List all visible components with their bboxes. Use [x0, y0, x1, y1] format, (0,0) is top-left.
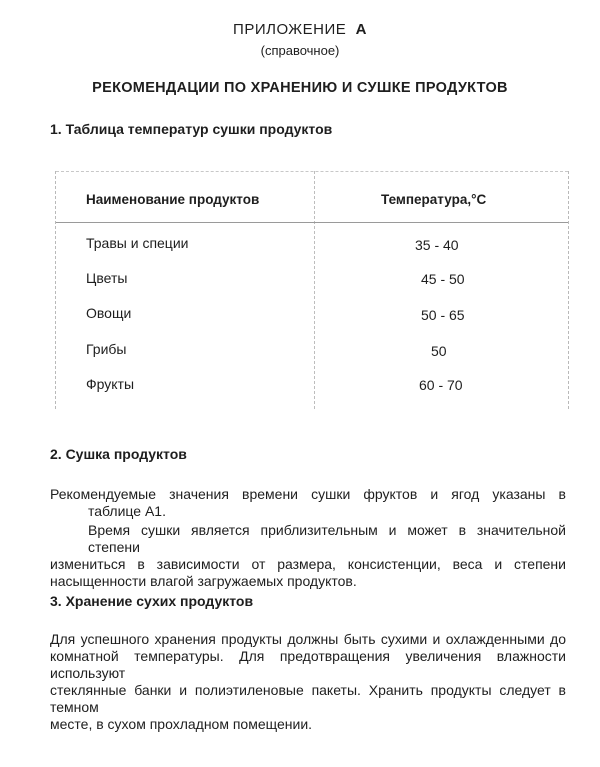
page-title: РЕКОМЕНДАЦИИ ПО ХРАНЕНИЮ И СУШКЕ ПРОДУКТОВ	[92, 80, 508, 96]
section2-heading: 2. Сушка продуктов	[50, 446, 187, 462]
section3-heading: 3. Хранение сухих продуктов	[50, 593, 254, 609]
paragraph-line: Для успешного хранения продукты должны быть сухими и охлажденными до	[50, 631, 566, 647]
paragraph-line: месте, в сухом прохладном помещении.	[50, 716, 313, 732]
table-header-temperature: Температура,°С	[381, 192, 487, 207]
appendix-label: ПРИЛОЖЕНИЕ	[233, 21, 347, 38]
table-cell-temperature: 45 - 50	[421, 271, 465, 287]
appendix-heading	[0, 21, 600, 38]
table-cell-temperature: 60 - 70	[419, 377, 463, 393]
table-cell-product: Цветы	[86, 270, 128, 286]
table-cell-temperature: 50	[431, 343, 447, 359]
table-cell-product: Травы и специи	[86, 235, 189, 251]
paragraph-line: комнатной температуры. Для предотвращения увеличения влажности используют	[50, 648, 566, 681]
section2-paragraph2	[50, 522, 566, 590]
paragraph-line: насыщенности влагой загружаемых продуктов.	[50, 573, 357, 589]
paragraph-line: измениться в зависимости от размера, консистенции, веса и степени	[50, 556, 566, 572]
drying-temperature-table	[55, 171, 569, 409]
table-cell-temperature: 35 - 40	[415, 237, 459, 253]
table-column-divider	[314, 171, 315, 409]
table-top-border	[56, 171, 568, 172]
table-cell-product: Грибы	[86, 341, 127, 357]
table-cell-temperature: 50 - 65	[421, 307, 465, 323]
table-header-product: Наименование продуктов	[86, 192, 260, 207]
table-cell-product: Фрукты	[86, 376, 135, 392]
appendix-letter: А	[355, 21, 367, 38]
paragraph-line: Рекомендуемые значения времени сушки фруктов и ягод указаны в	[50, 486, 566, 502]
table-cell-product: Овощи	[86, 305, 132, 321]
section3-paragraph	[50, 631, 566, 733]
section2-paragraph1	[50, 486, 566, 520]
appendix-note: (справочное)	[260, 43, 340, 58]
table-header-divider	[56, 222, 568, 223]
paragraph-line: стеклянные банки и полиэтиленовые пакеты. Хранить продукты следует в темном	[50, 682, 566, 715]
section1-heading: 1. Таблица температур сушки продуктов	[50, 121, 333, 137]
paragraph-line: Время сушки является приблизительным и может в значительной степени	[88, 522, 566, 555]
paragraph-line: таблице А1.	[88, 503, 166, 519]
